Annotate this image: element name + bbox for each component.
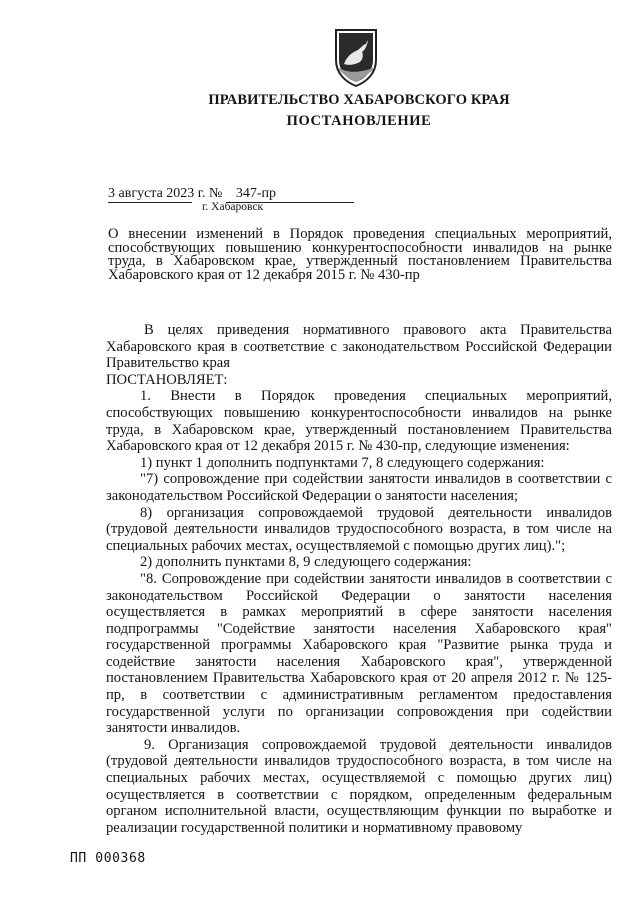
subitem-1-paragraph: 1) пункт 1 дополнить подпунктами 7, 8 следующего содержания: (140, 454, 545, 471)
form-code: ПП 000368 (70, 851, 146, 866)
document-body (106, 322, 612, 836)
subitem-1-point-7: "7) сопровождение при содействии занятости инвалидов в соответствии с законодательством Российской Федерации о занятости населения; (106, 471, 612, 504)
document-number: 347-пр (226, 186, 354, 203)
subitem-1-point-8: 8) организация сопровождаемой трудовой деятельности инвалидов (трудовой деятельности инвалидов трудоспособного возраста, в том числе на специальных рабочих местах, осуществляемой с помощью других лиц)."; (106, 504, 612, 554)
document-type-title: ПОСТАНОВЛЕНИЕ (286, 113, 432, 129)
document-subject: О внесении изменений в Порядок проведения специальных мероприятий, способствующих повышению конкурентоспособности инвалидов на рынке труда, в Хабаровском крае, утвержденный постановлением Правительства Хабаровского края от 12 декабря 2015 г. № 430-пр (108, 226, 612, 283)
item-1-paragraph: 1. Внести в Порядок проведения специальных мероприятий, способствующих повышению конкурентоспособности инвалидов на рынке труда, в Хабаровском крае, утвержденный постановлением Правительства Хабаровского края от 12 декабря 2015 г. № 430-пр, следующие изменения: (106, 388, 612, 455)
number-sign: № (209, 186, 223, 201)
document-date: 3 августа 2023 г. (108, 186, 206, 201)
government-title: ПРАВИТЕЛЬСТВО ХАБАРОВСКОГО КРАЯ (208, 92, 510, 108)
subitem-2-paragraph: 2) дополнить пунктами 8, 9 следующего содержания: (140, 554, 472, 571)
subitem-2-point-9: 9. Организация сопровождаемой трудовой деятельности инвалидов (трудовой деятельности инвалидов трудоспособного возраста, в том числе на специальных рабочих местах, осуществляемой с помощью других лиц) осуществляется в соответствии с порядком, определенным федеральным органом исполнительной власти, осуществляющим функции по выработке и реализации государственной политики и нормативному правовому (106, 736, 612, 836)
coat-of-arms-icon (332, 24, 380, 88)
preamble-paragraph: В целях приведения нормативного правового акта Правительства Хабаровского края в соответствие с законодательством Российской Федерации Правительство края (106, 322, 612, 372)
resolves-heading: ПОСТАНОВЛЯЕТ: (106, 371, 228, 388)
subitem-2-point-8: "8. Сопровождение при содействии занятости инвалидов в соответствии с законодательством Российской Федерации о занятости населения осуществляется в рамках мероприятий в сфере занятости населения подпрограммы "Содействие занятости населения Хабаровского края" государственной программы Хабаровского края "Развитие рынка труда и содействие занятости населения Хабаровского края", утвержденной постановлением Правительства Хабаровского края от 20 апреля 2012 г. № 125-пр, в соответствии с административным регламентом предоставления государственной услуги по организации сопровождения при содействии занятости инвалидов. (106, 570, 612, 737)
document-place: г. Хабаровск (202, 201, 264, 213)
